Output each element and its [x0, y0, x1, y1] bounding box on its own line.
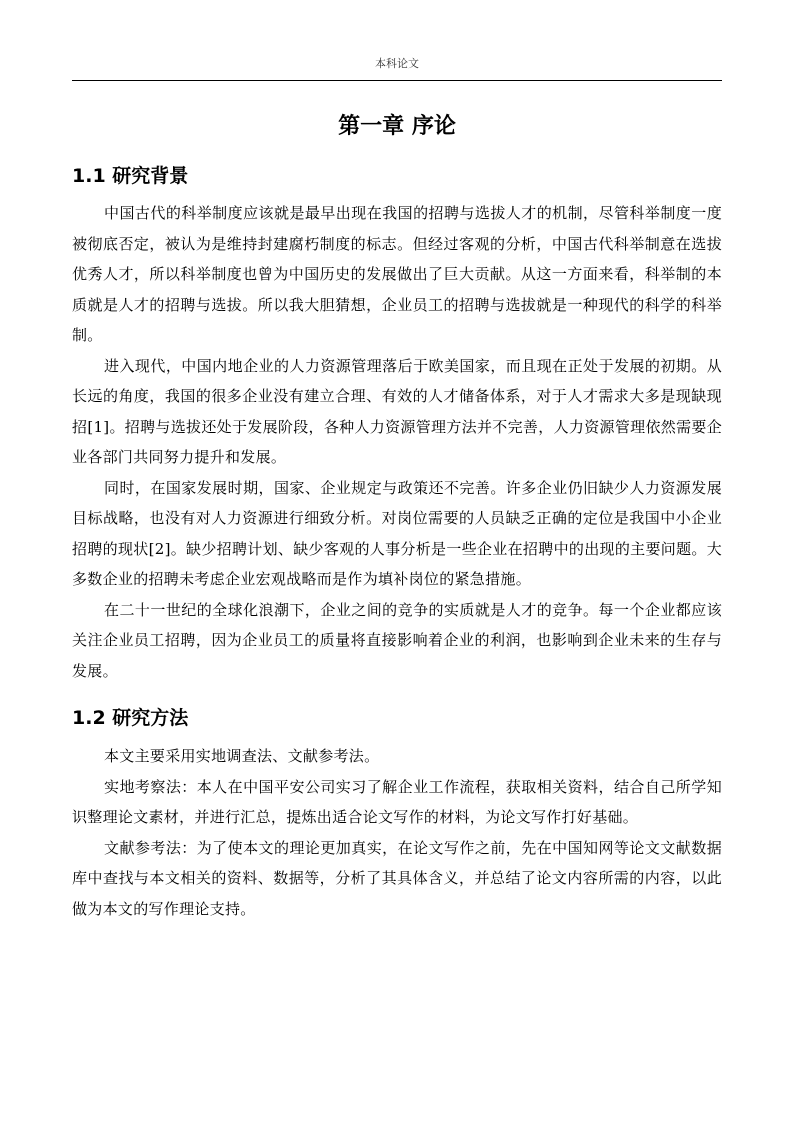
paragraph: 中国古代的科举制度应该就是最早出现在我国的招聘与选拔人才的机制，尽管科举制度一度被彻底否定，被认为是维持封建腐朽制度的标志。但经过客观的分析，中国古代科举制意在选拔优秀人才，所以科举制度也曾为中国历史的发展做出了巨大贡献。从这一方面来看，科举制的本质就是人才的招聘与选拔。所以我大胆猜想，企业员工的招聘与选拔就是一种现代的科学的科举制。 [72, 204, 722, 344]
paragraph: 进入现代，中国内地企业的人力资源管理落后于欧美国家，而且现在正处于发展的初期。从长远的角度，我国的很多企业没有建立合理、有效的人才储备体系，对于人才需求大多是现缺现招[1]。招聘与选拔还处于发展阶段，各种人力资源管理方法并不完善，人力资源管理依然需要企业各部门共同努力提升和发展。 [72, 356, 722, 466]
section-body-background [72, 198, 722, 686]
chapter-title: 第一章 序论 [338, 114, 456, 139]
running-header: 本科论文 [375, 57, 419, 70]
paragraph: 文献参考法：为了使本文的理论更加真实，在论文写作之前，先在中国知网等论文文献数据库中查找与本文相关的资料、数据等，分析了其具体含义，并总结了论文内容所需的内容，以此做为本文的写作理论支持。 [72, 838, 722, 918]
paragraph: 同时，在国家发展时期，国家、企业规定与政策还不完善。许多企业仍旧缺少人力资源发展目标战略，也没有对人力资源进行细致分析。对岗位需要的人员缺乏正确的定位是我国中小企业招聘的现状[2]。缺少招聘计划、缺少客观的人事分析是一些企业在招聘中的出现的主要问题。大多数企业的招聘未考虑企业宏观战略而是作为填补岗位的紧急措施。 [72, 478, 722, 588]
section-title-background: 1.1 研究背景 [72, 165, 189, 187]
section-title-methods: 1.2 研究方法 [72, 707, 189, 729]
paragraph: 在二十一世纪的全球化浪潮下，企业之间的竞争的实质就是人才的竞争。每一个企业都应该关注企业员工招聘，因为企业员工的质量将直接影响着企业的利润，也影响到企业未来的生存与发展。 [72, 600, 722, 680]
paragraph: 本文主要采用实地调查法、文献参考法。 [104, 747, 380, 765]
paragraph: 实地考察法：本人在中国平安公司实习了解企业工作流程，获取相关资料，结合自己所学知识整理论文素材，并进行汇总，提炼出适合论文写作的材料，为论文写作打好基础。 [72, 777, 722, 826]
header-rule [72, 80, 722, 81]
section-body-methods [72, 741, 722, 924]
